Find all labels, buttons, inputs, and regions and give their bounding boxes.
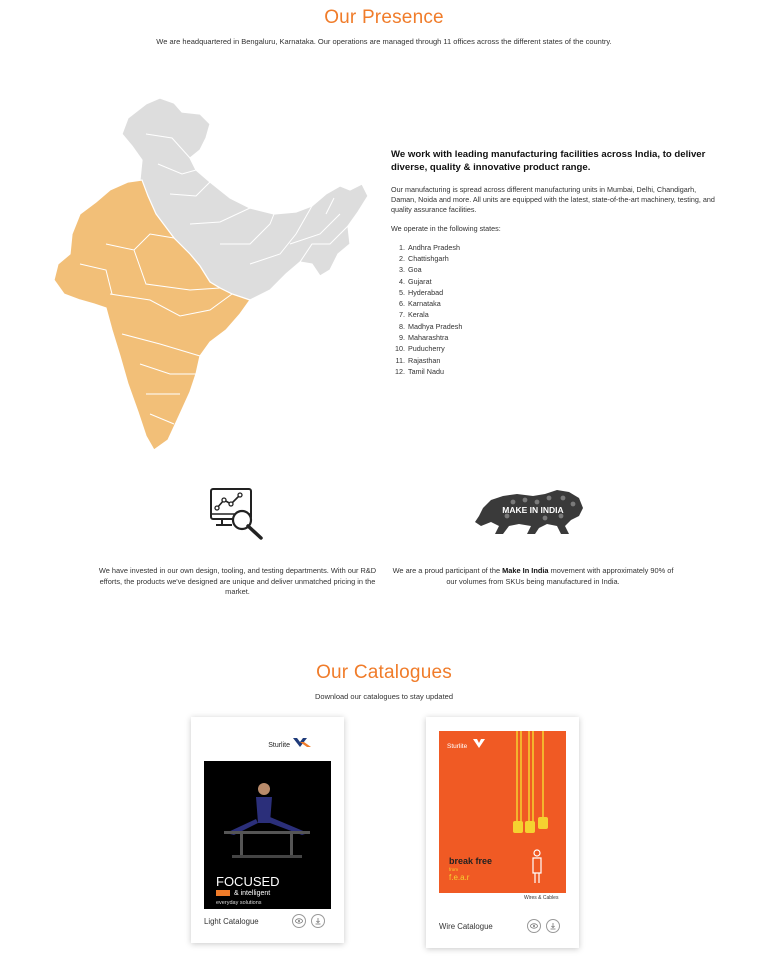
list-item: 3. Goa bbox=[399, 265, 422, 275]
list-item: 4. Gujarat bbox=[399, 276, 432, 286]
svg-text:MAKE IN INDIA: MAKE IN INDIA bbox=[502, 505, 564, 515]
list-item: 7. Kerala bbox=[399, 310, 429, 320]
list-item: 6. Karnataka bbox=[399, 299, 441, 309]
analytics-search-icon bbox=[208, 486, 266, 541]
make-in-india-logo bbox=[473, 486, 591, 536]
manufacturing-section bbox=[391, 148, 721, 377]
list-item: 12. Tamil Nadu bbox=[395, 366, 444, 376]
make-in-india-description: We are a proud participant of the Make In India movement with approximately 90% of our volumes from SKUs being manufactured in India. bbox=[392, 566, 674, 586]
make-in-india-emphasis: Make In India bbox=[502, 566, 549, 575]
svg-text:Sturlite: Sturlite bbox=[268, 742, 290, 749]
light-cover-art bbox=[204, 731, 331, 909]
download-icon bbox=[549, 922, 557, 930]
catalogues-subtitle: Download our catalogues to stay updated bbox=[314, 692, 453, 701]
svg-text:from: from bbox=[449, 867, 458, 872]
light-catalogue-cover bbox=[204, 731, 331, 909]
svg-text:& intelligent: & intelligent bbox=[234, 890, 271, 897]
states-intro: We operate in the following states: bbox=[391, 223, 501, 233]
download-button[interactable] bbox=[546, 919, 560, 933]
light-catalogue-label: Light Catalogue bbox=[204, 917, 259, 926]
manufacturing-title: We work with leading manufacturing facilities across India, to deliver diverse, quality & innovative product range. bbox=[391, 149, 706, 173]
manufacturing-body: Our manufacturing is spread across different manufacturing units in Mumbai, Delhi, Chandigarh, Daman, Noida and more. All units are equipped with the latest, state-of-the-art machinery, testing, and quality assurance facilities. bbox=[391, 185, 715, 215]
list-item: 5. Hyderabad bbox=[399, 287, 444, 297]
eye-icon bbox=[295, 917, 303, 925]
svg-text:everyday solutions: everyday solutions bbox=[216, 900, 262, 906]
list-item: 2. Chattishgarh bbox=[399, 253, 449, 263]
wire-catalogue-cover bbox=[439, 731, 566, 893]
download-icon bbox=[314, 917, 322, 925]
light-catalogue-card[interactable] bbox=[191, 717, 344, 943]
list-item: 11. Rajasthan bbox=[395, 355, 441, 365]
rd-description: We have invested in our own design, tooling, and testing departments. With our R&D efforts, the products we've designed are unique and deliver unmatched pricing in the market. bbox=[98, 566, 377, 596]
svg-text:f.e.a.r: f.e.a.r bbox=[449, 873, 470, 882]
india-map bbox=[50, 94, 380, 454]
view-button[interactable] bbox=[527, 919, 541, 933]
wire-catalogue-label: Wire Catalogue bbox=[439, 922, 493, 931]
states-list bbox=[391, 242, 721, 378]
wire-catalogue-card[interactable] bbox=[426, 717, 579, 948]
svg-text:Sturlite: Sturlite bbox=[447, 743, 468, 750]
list-item: 8. Madhya Pradesh bbox=[399, 321, 463, 331]
svg-text:break free: break free bbox=[449, 856, 493, 866]
wire-cover-art bbox=[439, 731, 566, 893]
view-button[interactable] bbox=[292, 914, 306, 928]
list-item: 9. Maharashtra bbox=[399, 332, 449, 342]
presence-subtitle: We are headquartered in Bengaluru, Karnataka. Our operations are managed through 11 offices across the different states of the country. bbox=[156, 37, 612, 46]
presence-title: Our Presence bbox=[324, 7, 444, 28]
download-button[interactable] bbox=[311, 914, 325, 928]
list-item: 1. Andhra Pradesh bbox=[399, 242, 460, 252]
eye-icon bbox=[530, 922, 538, 930]
wire-cover-footer: Wires & Cables bbox=[524, 895, 559, 901]
list-item: 10. Puducherry bbox=[395, 344, 445, 354]
catalogues-title: Our Catalogues bbox=[316, 662, 452, 683]
svg-text:FOCUSED: FOCUSED bbox=[216, 874, 280, 889]
